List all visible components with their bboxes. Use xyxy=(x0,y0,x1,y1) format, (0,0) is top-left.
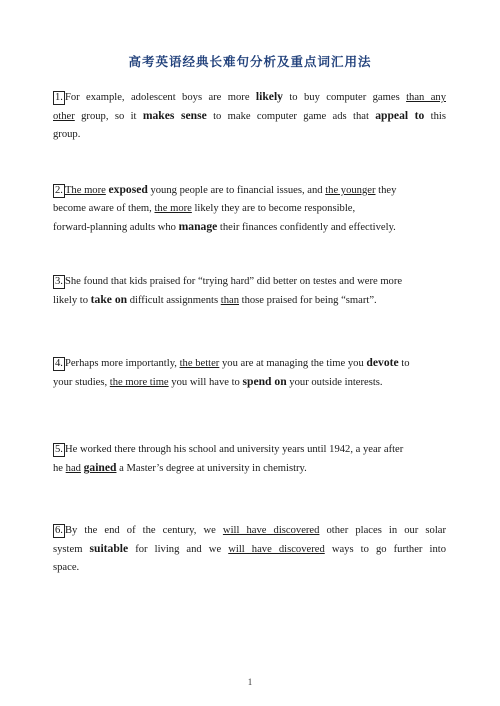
underlined-phrase: had xyxy=(65,463,81,474)
sentence-text: for living and we xyxy=(128,544,229,555)
sentence-text: difficult assignments xyxy=(127,295,221,306)
sentence-line xyxy=(53,218,446,237)
sentence-text: they xyxy=(375,185,397,196)
underlined-phrase: the more xyxy=(154,203,192,214)
key-term: likely xyxy=(255,90,283,103)
sentence-text: likely to xyxy=(53,295,91,306)
key-term: take on xyxy=(90,293,128,306)
sentence-line xyxy=(53,540,446,559)
sentence-text: their finances confidently and effectively. xyxy=(217,222,396,233)
key-term: suitable xyxy=(89,542,129,555)
underlined-phrase: than any xyxy=(406,92,446,103)
sentence-number-box: 3. xyxy=(55,276,63,287)
underlined-phrase: the better xyxy=(179,358,220,369)
sentence-line xyxy=(53,373,446,392)
underlined-phrase: than xyxy=(220,295,239,306)
sentence-line xyxy=(53,354,446,373)
sentence-text: group. xyxy=(53,129,81,140)
sentence-line xyxy=(53,88,446,107)
sentence-text: young people are to financial issues, and xyxy=(147,185,326,196)
sentence-text: forward-planning adults who xyxy=(53,222,179,233)
sentence-number-box: 1. xyxy=(55,92,63,103)
sentence-text: to buy computer games xyxy=(282,92,407,103)
sentence-line xyxy=(53,273,446,291)
sentence-line xyxy=(53,559,446,577)
key-term: spend on xyxy=(242,375,287,388)
sentence-text: those praised for being “smart”. xyxy=(239,295,377,306)
sentence-4 xyxy=(53,354,446,392)
sentence-text: your studies, xyxy=(53,377,110,388)
sentence-line xyxy=(53,107,446,126)
sentence-line xyxy=(53,126,446,144)
sentence-text: She found that kids praised for “trying hard” did better on testes and were more xyxy=(64,276,403,287)
sentence-text: to xyxy=(398,358,410,369)
sentence-line xyxy=(53,522,446,540)
sentence-text: this xyxy=(424,111,446,122)
key-term: appeal to xyxy=(375,109,425,122)
underlined-phrase: The more xyxy=(64,185,106,196)
sentence-text: your outside interests. xyxy=(286,377,383,388)
sentence-text: Perhaps more importantly, xyxy=(64,358,180,369)
sentence-number-box: 4. xyxy=(55,358,63,369)
sentence-text: you are at managing the time you xyxy=(219,358,367,369)
sentence-2 xyxy=(53,181,446,237)
sentence-text: other places in our solar xyxy=(319,525,446,536)
sentence-text: likely they are to become responsible, xyxy=(191,203,356,214)
sentence-text: space. xyxy=(53,562,80,573)
sentence-6 xyxy=(53,522,446,577)
sentence-text: you will have to xyxy=(168,377,243,388)
sentence-line xyxy=(53,459,446,478)
sentence-5 xyxy=(53,441,446,478)
sentence-number-box: 2. xyxy=(55,185,63,196)
sentence-line xyxy=(53,441,446,459)
sentence-text: ways to go further into xyxy=(324,544,447,555)
sentence-text: By the end of the century, we xyxy=(64,525,223,536)
sentence-number-box: 6. xyxy=(55,525,63,536)
key-term: exposed xyxy=(108,183,148,196)
key-term: gained xyxy=(83,461,117,474)
sentence-text: become aware of them, xyxy=(53,203,155,214)
page-title: 高考英语经典长难句分析及重点词汇用法 xyxy=(128,54,372,69)
page-number: 1 xyxy=(247,677,253,687)
underlined-phrase: the more time xyxy=(109,377,169,388)
key-term: makes sense xyxy=(142,109,207,122)
underlined-phrase: other xyxy=(53,111,75,122)
sentence-3 xyxy=(53,273,446,310)
sentence-line xyxy=(53,291,446,310)
sentence-text: He worked there through his school and university years until 1942, a year after xyxy=(64,444,404,455)
underlined-phrase: the younger xyxy=(325,185,376,196)
sentence-text: a Master’s degree at university in chemistry. xyxy=(116,463,307,474)
sentence-line xyxy=(53,181,446,200)
sentence-line xyxy=(53,200,446,218)
sentence-number-box: 5. xyxy=(55,444,63,455)
sentence-text: For example, adolescent boys are more xyxy=(64,92,256,103)
underlined-phrase: will have discovered xyxy=(228,544,325,555)
key-term: devote xyxy=(366,356,399,369)
sentence-text: group, so it xyxy=(74,111,143,122)
key-term: manage xyxy=(178,220,218,233)
sentence-text: system xyxy=(53,544,90,555)
sentence-text: to make computer game ads that xyxy=(206,111,376,122)
sentence-1 xyxy=(53,88,446,144)
underlined-phrase: will have discovered xyxy=(222,525,320,536)
sentence-text: he xyxy=(53,463,66,474)
